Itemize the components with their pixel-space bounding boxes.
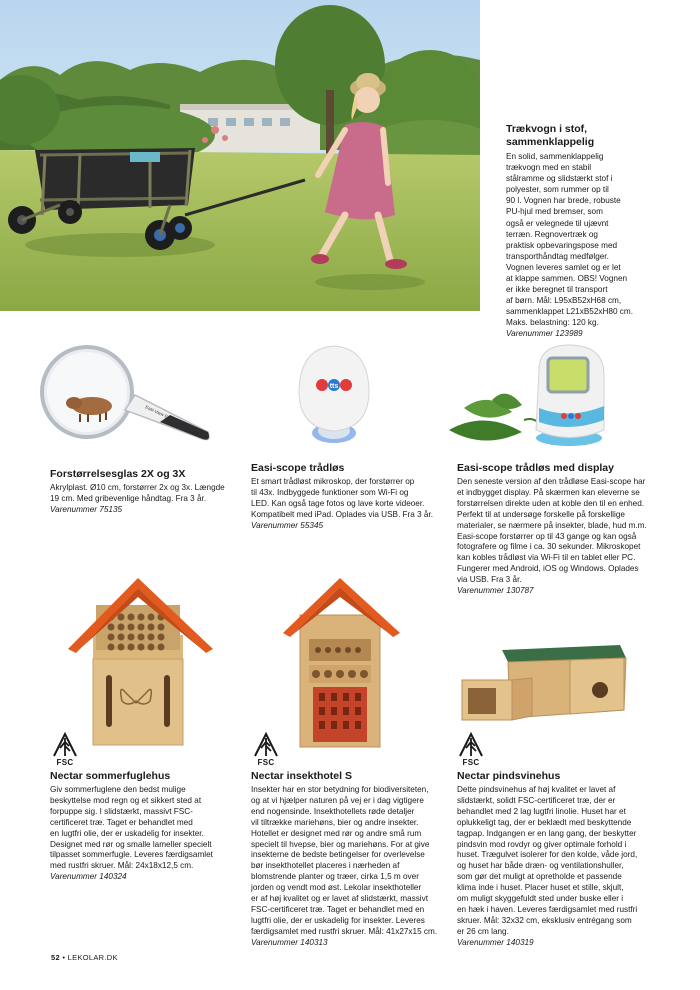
fsc-tree-icon — [457, 732, 485, 758]
product-title: Nectar pindsvinehus — [457, 770, 561, 782]
description-line: også er velegnede til ujævnt — [506, 218, 609, 228]
description-line: er af høj kvalitet og er lavet af slidstærkt, massivt — [251, 894, 428, 904]
page-number: 52 — [51, 953, 60, 962]
description-line: færdigsamlet med rustfri skruer. Mål: 41x27x15 cm. — [251, 926, 438, 936]
product-wagon — [506, 123, 691, 339]
description-line: slidstærkt, solidt FSC-certificeret træ, der er — [457, 795, 616, 805]
description-line: Hotellet er designet med rør og andre små rum — [251, 828, 422, 838]
description-line: Giv sommerfuglene den bedst mulige — [50, 785, 186, 794]
product-title: Easi-scope trådløs — [251, 462, 345, 474]
description-line: til 43x. Indbyggede funktioner som Wi-Fi og — [251, 487, 409, 497]
description-line: tilpasset sommerfugle. Leveres færdigsamlet — [50, 850, 213, 860]
product-title: Easi-scope trådløs med display — [457, 462, 614, 474]
page-footer — [51, 953, 118, 962]
easiscope-display-image — [444, 340, 614, 455]
description-line: pindsvin mod rovdyr og giver optimale forhold i — [457, 839, 627, 849]
product-magnifier — [50, 468, 250, 516]
description-line: er ikke beregnet til transport — [506, 285, 608, 295]
product-number: Varenummer 140324 — [50, 872, 127, 882]
product-easiscope — [251, 462, 451, 532]
description-line: 19 cm. Med gribevenlige håndtag. Fra 3 år. — [50, 493, 207, 503]
product-number: Varenummer 130787 — [457, 586, 534, 596]
description-line: Den seneste version af den trådløse Easi-scope har — [457, 477, 646, 486]
description-line: LED. Kan også tage fotos og lave korte videoer. — [251, 498, 425, 508]
description-line: tagpap. Indgangen er en lang gang, der beskytter — [457, 828, 637, 838]
product-description — [457, 477, 672, 586]
description-line: Akrylplast. Ø10 cm, forstørrer 2x og 3x. Længde — [50, 483, 225, 492]
fsc-logo — [457, 732, 485, 767]
description-line: FSC-certificeret træ. Taget er behandlet med en — [251, 904, 425, 914]
description-line: at klappe sammen. OBS! Vognen — [506, 274, 628, 284]
description-line: Maks. belastning: 120 kg. — [506, 318, 599, 328]
description-line: forpuppe sig. I slidstærkt, massivt FSC- — [50, 806, 193, 816]
description-line: Designet med rør og smalle lameller specielt — [50, 839, 212, 849]
description-line: bør insekthotellet placeres i nærheden af — [251, 861, 400, 871]
product-title-line: sammenklappelig — [506, 136, 595, 148]
description-line: med rustfri skruer. Mål: 24x18x12,5 cm. — [50, 861, 194, 871]
description-line: og huset har både dræn- og ventilationshuller, — [457, 861, 624, 871]
product-number: Varenummer 140313 — [251, 937, 328, 947]
fsc-label: FSC — [56, 758, 74, 767]
description-line: som gør det muligt at opretholde et passende — [457, 872, 622, 882]
fsc-tree-icon — [51, 732, 79, 758]
product-title — [506, 123, 691, 149]
description-line: om muligt skyggefuldt sted under buske eller i — [457, 894, 624, 904]
product-butterfly-house — [50, 770, 250, 883]
description-line: og at vi hjælper naturen på vej er i dag vigtigere — [251, 795, 424, 805]
product-description — [457, 785, 672, 938]
description-line: kan kobles trådløst via Wi-Fi til en tablet eller PC. — [457, 553, 636, 563]
fsc-logo — [252, 732, 280, 767]
description-line: via USB. Fra 3 år. — [457, 575, 522, 585]
description-line: terræn. Regnovertræk og — [506, 229, 598, 239]
product-title: Nectar insekthotel S — [251, 770, 352, 782]
description-line: stålramme og slidstærkt stof i — [506, 174, 613, 184]
fsc-label: FSC — [257, 758, 275, 767]
product-easiscope-display — [457, 462, 672, 597]
product-description — [506, 151, 691, 329]
easiscope-image — [296, 343, 376, 448]
product-hedgehog-house — [457, 770, 672, 949]
magnifier-handle-text: Easi-View Explorer — [144, 404, 182, 425]
description-line: Perfekt til at undersøge forskelle på forskellige — [457, 509, 625, 519]
description-line: PU-hjul med bremser, som — [506, 207, 603, 217]
description-line: en hæk i haven. Leveres færdigsamlet med rustfri — [457, 904, 638, 914]
description-line: specielt til hvepse, bier og mariehøns. For at give — [251, 839, 430, 849]
product-number: Varenummer 140319 — [457, 937, 534, 947]
footer-site-link[interactable]: LEKOLAR.DK — [67, 953, 118, 962]
tts-logo-text: tts — [329, 383, 339, 390]
footer-separator: • — [62, 953, 66, 962]
product-title: Nectar sommerfuglehus — [50, 770, 171, 782]
description-line: oplukkeligt tag, der er beklædt med beskyttende — [457, 817, 632, 827]
description-line: jorden og vendt mod øst. Lekolar insekthoteller — [251, 883, 422, 893]
fsc-tree-icon — [252, 732, 280, 758]
description-line: fotografere og filme i ca. 30 sekunder. Mikroskopet — [457, 542, 641, 552]
description-line: praktisk opbevaringspose med — [506, 240, 618, 250]
product-description — [50, 785, 250, 872]
description-line: trækvogn med en stabil — [506, 163, 592, 173]
description-line: end nogensinde. Insekthotellets røde detaljer — [251, 806, 415, 816]
description-line: sammenklappet L21xB52xH80 cm. — [506, 307, 633, 317]
description-line: transporthåndtag medfølger. — [506, 251, 609, 261]
hedgehog-house-image — [460, 640, 630, 730]
product-number: Varenummer 123989 — [506, 328, 583, 338]
description-line: certificeret træ. Taget er behandlet med — [50, 817, 193, 827]
description-line: skruer. Mål: 32x32 cm, eksklusiv entrégang som — [457, 915, 632, 925]
description-line: huset. Trægulvet isolerer for den kolde, våde jord, — [457, 850, 638, 860]
description-line: Vognen leveres samlet og er let — [506, 262, 621, 272]
description-line: 90 l. Vognen har brede, robuste — [506, 196, 621, 206]
insect-hotel-image — [283, 575, 403, 750]
fsc-logo — [51, 732, 79, 767]
description-line: klima inde i huset. Placer huset et stille, skjult, — [457, 883, 624, 893]
description-line: materialer, se nærmere på insekter, blade, hud m.m. — [457, 520, 647, 530]
fsc-label: FSC — [462, 758, 480, 767]
description-line: forstørrelsen direkte uden at koble den til en enhed. — [457, 498, 645, 508]
magnifier-image — [40, 340, 220, 455]
description-line: vil tiltrække mariehøns, bier og andre insekter. — [251, 817, 419, 827]
product-title: Forstørrelsesglas 2X og 3X — [50, 468, 186, 480]
description-line: lugtfri olie, der er uskadelig for insekter. Leveres — [251, 915, 425, 925]
description-line: polyester, som rummer op til — [506, 185, 609, 195]
description-line: Insekter har en stor betydning for biodiversiteten, — [251, 785, 429, 794]
description-line: et indbygget display. På skærmen kan eleverne se — [457, 487, 640, 497]
product-description — [50, 483, 250, 505]
butterfly-house-image — [66, 575, 216, 750]
product-number: Varenummer 75135 — [50, 504, 123, 514]
description-line: Easi-scope forstørrer op til 43 gange og kan også — [457, 531, 637, 541]
description-line: insekterne de bedste betingelser for overlevelse — [251, 850, 425, 860]
hero-photo-illustration — [0, 0, 480, 311]
product-insect-hotel — [251, 770, 451, 949]
hero-photo — [0, 0, 480, 311]
description-line: af børn. Mål: L95xB52xH68 cm, — [506, 296, 622, 306]
description-line: Et smart trådløst mikroskop, der forstørrer op — [251, 477, 415, 486]
product-number: Varenummer 55345 — [251, 520, 324, 530]
description-line: Kompatibelt med iPad. Oplades via USB. Fra 3 år. — [251, 509, 434, 519]
description-line: er 26 cm lang. — [457, 926, 509, 936]
description-line: Dette pindsvinehus af høj kvalitet er lavet af — [457, 785, 616, 794]
description-line: blomstrende planter og træer, cirka 1,5 m over — [251, 872, 419, 882]
description-line: beskyttelse mod regn og et sikkert sted at — [50, 795, 202, 805]
description-line: en lugtfri olie, der er uskadelig for insekter. — [50, 828, 204, 838]
product-description — [251, 477, 451, 521]
description-line: En solid, sammenklappelig — [506, 152, 604, 161]
description-line: Fungerer med Android, iOS og Windows. Oplades — [457, 564, 639, 574]
product-title-line: Trækvogn i stof, — [506, 123, 588, 135]
product-description — [251, 785, 451, 938]
description-line: behandlet med 2 lag lugtfri linolie. Huset har et — [457, 806, 626, 816]
